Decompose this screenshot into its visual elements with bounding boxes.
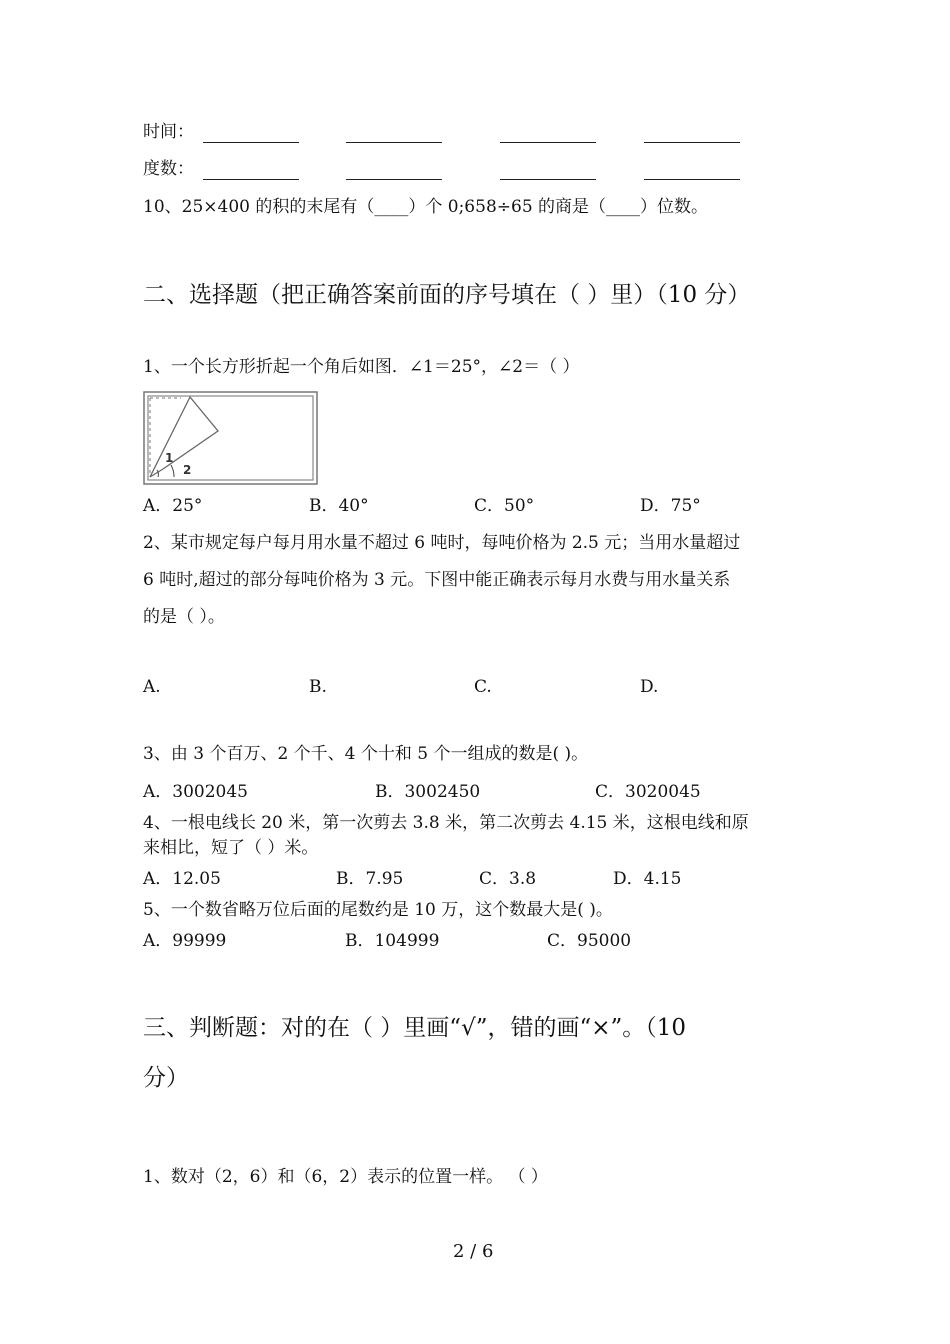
s2-q4-option-b: B．7.95	[336, 869, 404, 889]
s2-q4-line-1: 4、一根电线长 20 米，第一次剪去 3.8 米，第二次剪去 4.15 米，这根电线和原	[143, 813, 749, 833]
degree-blank-3[interactable]	[500, 178, 596, 180]
time-blank-3[interactable]	[500, 141, 596, 143]
angle-1-label: 1	[165, 451, 174, 465]
degree-blank-2[interactable]	[346, 178, 442, 180]
s2-q2-option-d: D.	[640, 677, 659, 697]
folded-rectangle-figure	[143, 391, 318, 485]
section-3-heading-line-2: 分）	[143, 1065, 189, 1091]
s2-q2-line-3: 的是（ ）。	[143, 607, 225, 627]
s2-q5-option-b: B．104999	[345, 931, 440, 951]
s2-q4-option-d: D．4.15	[613, 869, 682, 889]
s2-q5-option-c: C．95000	[547, 931, 632, 951]
s2-q1-option-a: A．25°	[143, 496, 203, 516]
degree-label: 度数：	[143, 159, 194, 179]
s2-q4-line-2: 来相比，短了（ ）米。	[143, 838, 319, 858]
question-10: 10、25×400 的积的末尾有（____）个 0;658÷65 的商是（____）位数。	[143, 197, 709, 217]
time-blank-4[interactable]	[644, 141, 740, 143]
s2-q3-option-c: C．3020045	[595, 782, 701, 802]
s2-q1-option-d: D．75°	[640, 496, 701, 516]
s2-q5-stem: 5、一个数省略万位后面的尾数约是 10 万，这个数最大是( )。	[143, 900, 613, 920]
s2-q4-option-a: A．12.05	[143, 869, 221, 889]
section-2-heading: 二、选择题（把正确答案前面的序号填在（ ）里）（10 分）	[143, 282, 751, 308]
angle-2-label: 2	[183, 463, 192, 477]
page-number: 2 / 6	[453, 1241, 494, 1262]
degree-blank-4[interactable]	[644, 178, 740, 180]
s2-q2-option-b: B.	[309, 677, 327, 697]
s2-q2-option-a: A.	[143, 677, 161, 697]
s2-q2-option-c: C.	[474, 677, 492, 697]
time-blank-2[interactable]	[346, 141, 442, 143]
s2-q3-option-b: B．3002450	[375, 782, 481, 802]
s2-q5-option-a: A．99999	[143, 931, 227, 951]
s2-q1-option-c: C．50°	[474, 496, 535, 516]
degree-blank-1[interactable]	[203, 178, 299, 180]
time-label: 时间：	[143, 122, 194, 142]
s2-q1-option-b: B．40°	[309, 496, 369, 516]
time-blank-1[interactable]	[203, 141, 299, 143]
s2-q1-stem: 1、一个长方形折起一个角后如图．∠1＝25°，∠2＝（ ）	[143, 357, 580, 377]
section-3-heading-line-1: 三、判断题：对的在（ ）里画“√”，错的画“×”。（10	[143, 1015, 687, 1041]
s2-q3-option-a: A．3002045	[143, 782, 248, 802]
s3-q1: 1、数对（2，6）和（6，2）表示的位置一样。 （ ）	[143, 1167, 548, 1187]
s2-q4-option-c: C．3.8	[479, 869, 537, 889]
s2-q2-line-1: 2、某市规定每户每月用水量不超过 6 吨时，每吨价格为 2.5 元；当用水量超过	[143, 533, 741, 553]
s2-q2-line-2: 6 吨时,超过的部分每吨价格为 3 元。下图中能正确表示每月水费与用水量关系	[143, 570, 731, 590]
s2-q3-stem: 3、由 3 个百万、2 个千、4 个十和 5 个一组成的数是( )。	[143, 744, 589, 764]
